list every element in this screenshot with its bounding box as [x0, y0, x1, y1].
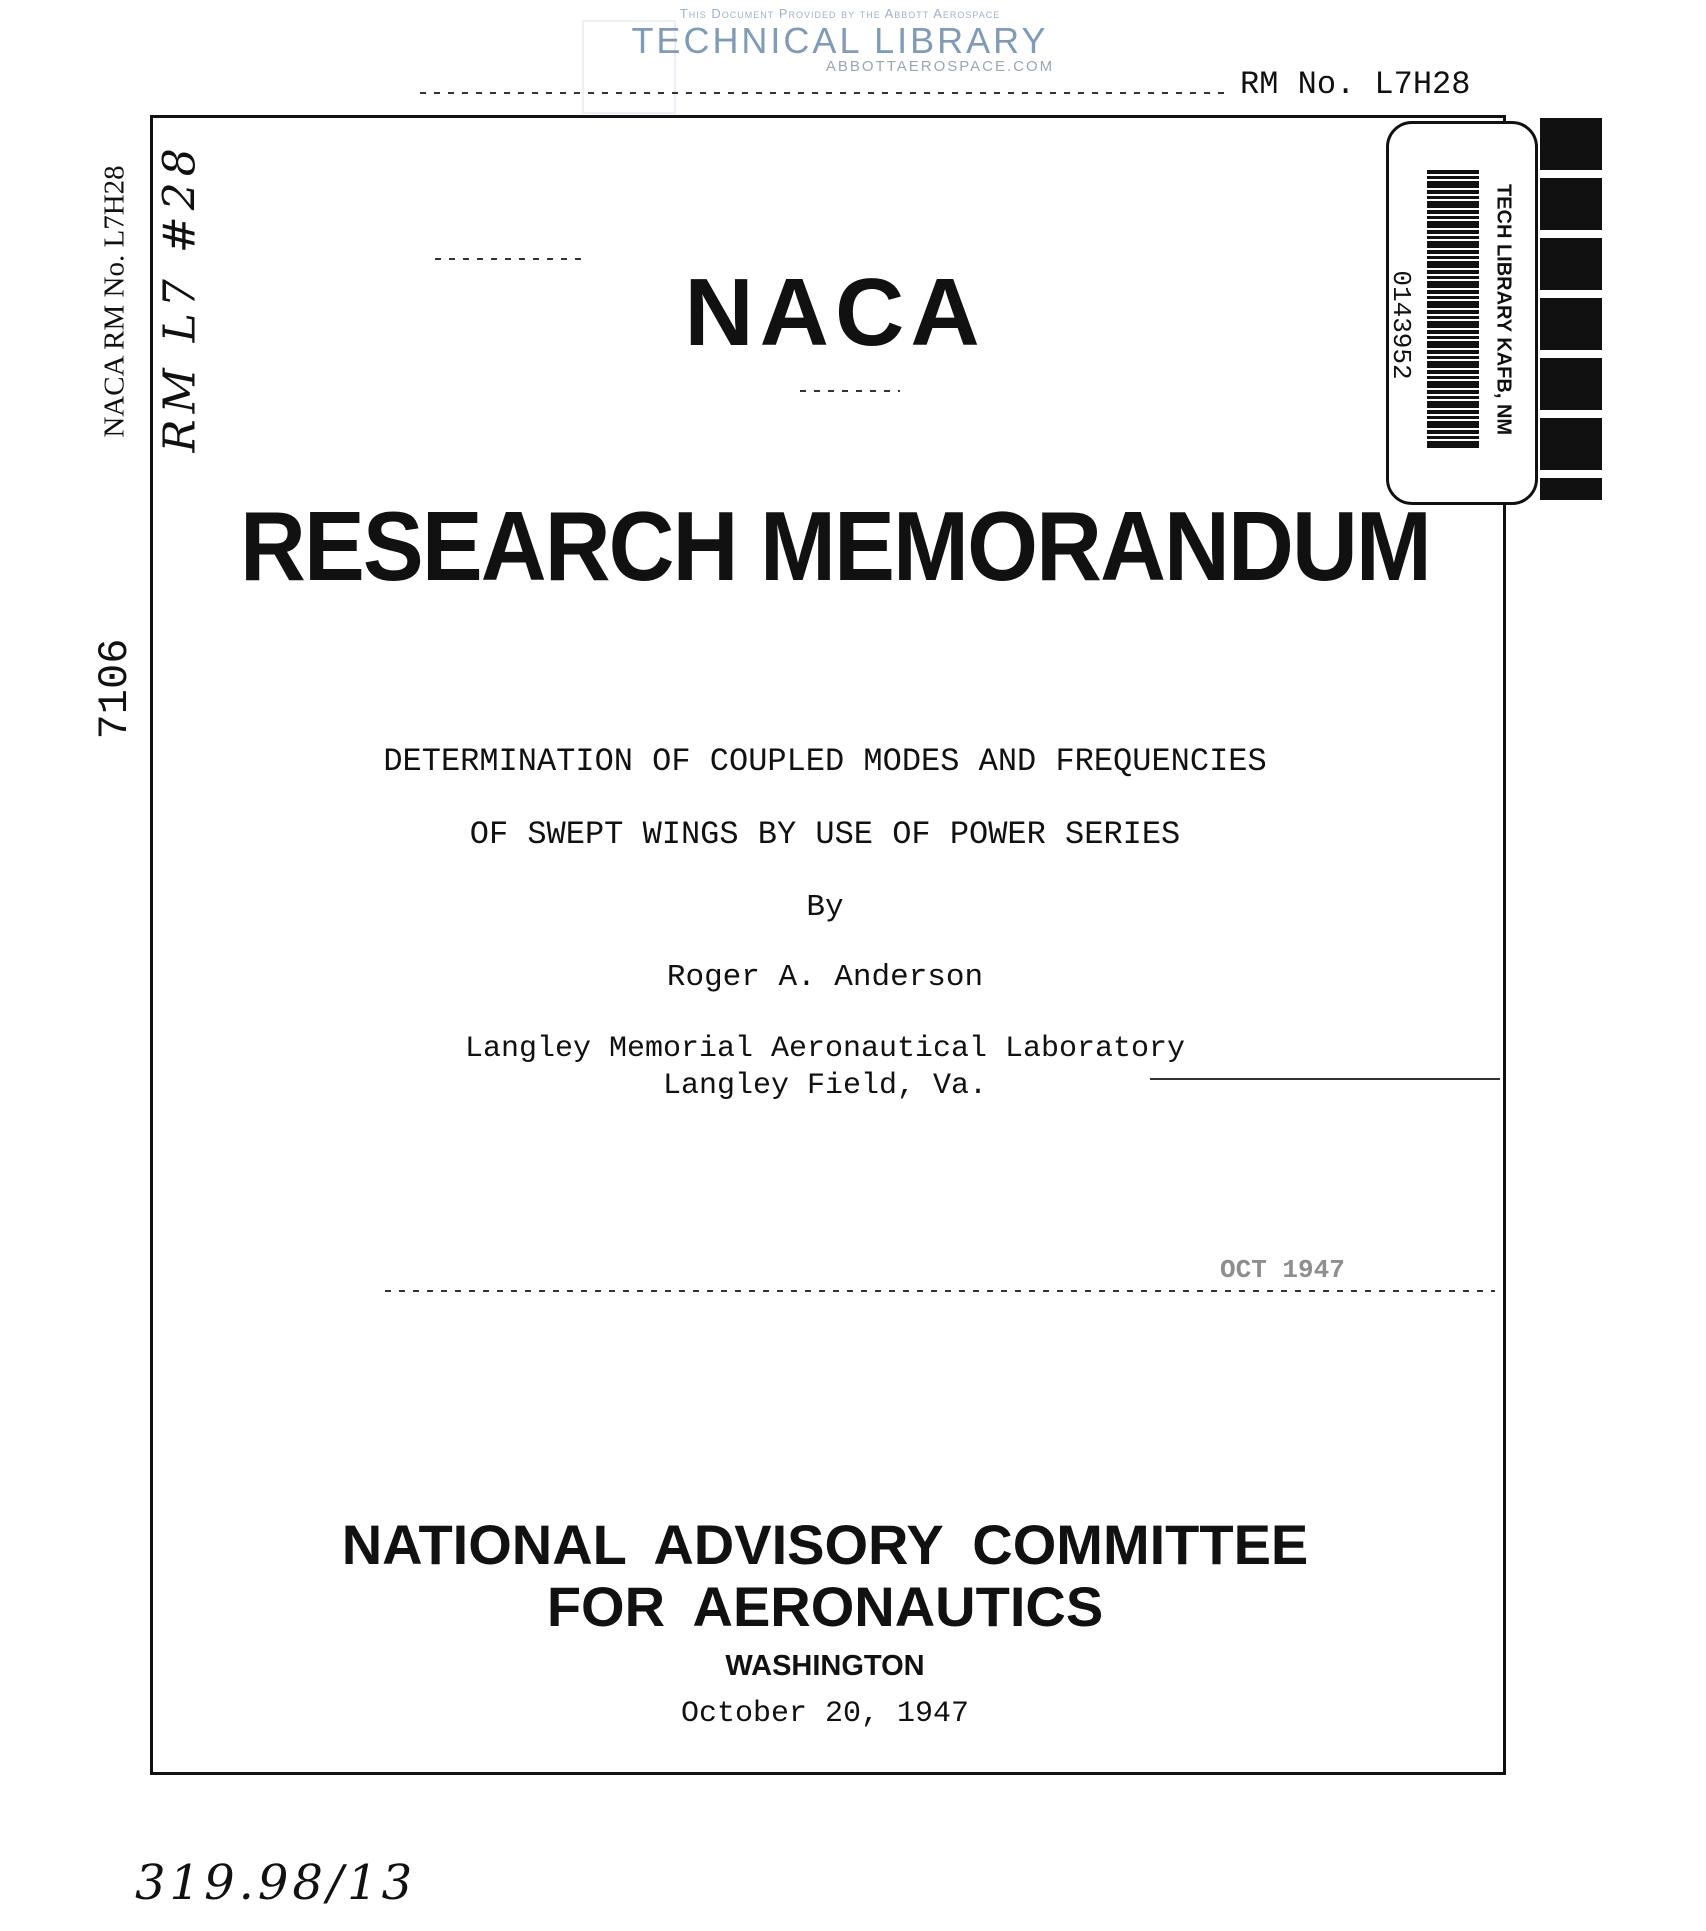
logo-wing-left — [435, 258, 585, 260]
title-line-2: OF SWEPT WINGS BY USE OF POWER SERIES — [469, 816, 1181, 853]
document-type: RESEARCH MEMORANDUM — [240, 491, 1430, 601]
watermark-url: ABBOTTAEROSPACE.COM — [825, 58, 1055, 75]
margin-report-label: NACA RM No. L7H28 — [98, 165, 131, 438]
naca-logo: NACA — [684, 259, 986, 366]
publisher-line-2: FOR AERONAUTICS — [546, 1575, 1104, 1638]
library-label-text: TECH LIBRARY KAFB, NM — [1492, 183, 1515, 436]
rule — [1150, 1078, 1500, 1080]
by-label: By — [806, 890, 844, 925]
handwritten-note: 319.98/13 — [135, 1855, 417, 1911]
logo-wing-bottom — [800, 390, 900, 392]
edge-barcode — [1540, 118, 1602, 500]
affiliation-line-2: Langley Field, Va. — [662, 1069, 988, 1103]
author: Roger A. Anderson — [666, 960, 984, 995]
publication-date: October 20, 1947 — [680, 1697, 970, 1731]
watermark-provided-by: This Document Provided by the Abbott Aerospace — [679, 6, 1001, 21]
publisher-city: WASHINGTON — [725, 1650, 925, 1682]
report-number: RM No. L7H28 — [1240, 66, 1471, 103]
header-rule — [420, 92, 1230, 94]
received-stamp: OCT 1947 — [1220, 1255, 1345, 1285]
title-line-1: DETERMINATION OF COUPLED MODES AND FREQUENCIES — [383, 743, 1267, 780]
barcode — [1427, 170, 1479, 450]
margin-handwritten-number: RM L7 #28 — [154, 142, 206, 453]
library-label-number: 0143952 — [1386, 270, 1416, 380]
publisher-line-1: NATIONAL ADVISORY COMMITTEE — [341, 1513, 1309, 1576]
dotted-rule — [385, 1290, 1495, 1292]
margin-code: 7106 — [91, 638, 139, 740]
affiliation-line-1: Langley Memorial Aeronautical Laboratory — [464, 1032, 1186, 1066]
watermark-library: TECHNICAL LIBRARY — [631, 20, 1049, 61]
